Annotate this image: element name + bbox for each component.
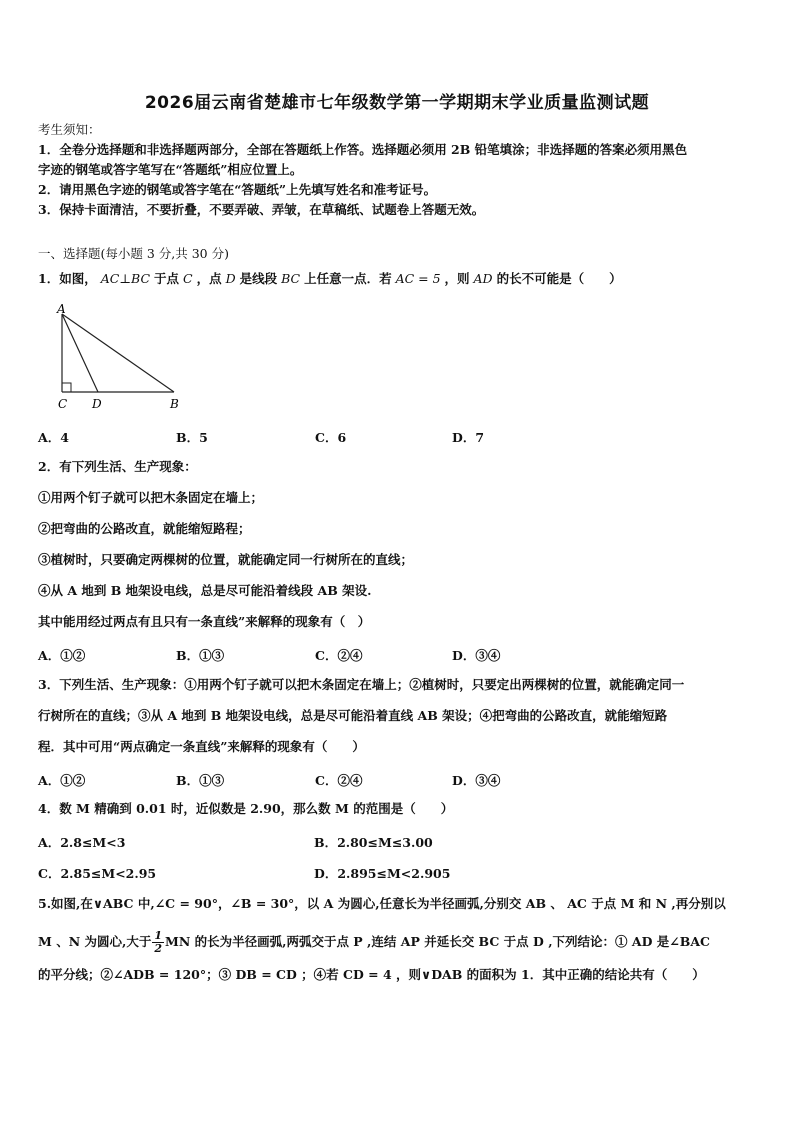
q1-text: 1．如图， [38, 271, 97, 286]
fraction-one-half [152, 930, 164, 955]
q1-math: D [225, 271, 236, 286]
option-a[interactable]: A．4 [38, 430, 69, 445]
q2-item: ②把弯曲的公路改直，就能缩短路程； [38, 521, 251, 536]
notice-item: 字迹的钢笔或答字笔写在“答题纸”相应位置上。 [38, 162, 303, 177]
notice-item: 3．保持卡面清洁，不要折叠，不要弄破、弄皱，在草稿纸、试题卷上答题无效。 [38, 202, 485, 217]
option-d[interactable]: D．2.895≤M<2.905 [314, 866, 451, 881]
q1-math: AD [473, 271, 493, 286]
option-b[interactable]: B．①③ [176, 773, 225, 788]
option-c[interactable]: C．②④ [315, 648, 363, 663]
option-a[interactable]: A．2.8≤M<3 [38, 835, 126, 850]
q1-math: C [183, 271, 193, 286]
q1-math: BC [281, 271, 301, 286]
point-label-b: B [170, 397, 179, 411]
q1-text: ，则 [444, 271, 470, 286]
option-d[interactable]: D．③④ [452, 773, 501, 788]
question-1-stem [38, 271, 622, 287]
q1-text: 是线段 [239, 271, 278, 286]
page-title: 2026届云南省楚雄市七年级数学第一学期期末学业质量监测试题 [144, 93, 650, 113]
q5-text: M 、N 为圆心,大于 [38, 934, 152, 949]
q5-text: MN 的长为半径画弧,两弧交于点 P ,连结 AP 并延长交 BC 于点 D ,下列结论：① AD 是∠BAC [164, 934, 710, 949]
q1-text: 上任意一点．若 [304, 271, 392, 286]
notice-item: 2．请用黑色字迹的钢笔或答字笔在“答题纸”上先填写姓名和准考证号。 [38, 182, 437, 197]
q1-text: ，点 [196, 271, 222, 286]
notice-item: 1．全卷分选择题和非选择题两部分，全部在答题纸上作答。选择题必须用 2B 铅笔填涂；非选择题的答案必须用黑色 [38, 142, 688, 157]
option-b[interactable]: B．①③ [176, 648, 225, 663]
question-3-stem: 3．下列生活、生产现象：①用两个钉子就可以把木条固定在墙上；②植树时，只要定出两棵树的位置，就能确定同一 [38, 677, 685, 692]
section-heading: 一、选择题(每小题 3 分,共 30 分) [38, 246, 229, 261]
q2-item: ①用两个钉子就可以把木条固定在墙上； [38, 490, 264, 505]
point-label-a: A [57, 302, 66, 316]
fraction-denominator: 2 [154, 942, 162, 955]
notice-heading: 考生须知： [38, 122, 101, 137]
point-label-c: C [58, 397, 68, 411]
segment-ab [62, 314, 174, 392]
option-c[interactable]: C．2.85≤M<2.95 [38, 866, 157, 881]
q1-math: AC⊥BC [100, 271, 151, 286]
option-c[interactable]: C．②④ [315, 773, 363, 788]
triangle-figure [46, 302, 196, 414]
question-5-stem [38, 928, 710, 956]
option-d[interactable]: D．③④ [452, 648, 501, 663]
q1-text: 的长不可能是（ ） [496, 271, 622, 286]
option-b[interactable]: B．5 [176, 430, 208, 445]
question-5-stem: 的平分线；②∠ADB = 120°；③ DB = CD ；④若 CD = 4 ，则∨DAB 的面积为 1．其中正确的结论共有（ ） [38, 967, 705, 982]
option-d[interactable]: D．7 [452, 430, 485, 445]
q2-item: ④从 A 地到 B 地架设电线，总是尽可能沿着线段 AB 架设. [38, 583, 372, 598]
question-5-stem: 5.如图,在∨ABC 中,∠C = 90°，∠B = 30°，以 A 为圆心,任意长为半径画弧,分别交 AB 、 AC 于点 M 和 N ,再分别以 [38, 896, 726, 911]
q1-text: 于点 [154, 271, 180, 286]
q2-question: 其中能用经过两点有且只有一条直线”来解释的现象有（ ） [38, 614, 371, 629]
option-a[interactable]: A．①② [38, 773, 86, 788]
fraction-numerator: 1 [154, 929, 162, 942]
question-3-stem: 程．其中可用“两点确定一条直线”来解释的现象有（ ） [38, 739, 365, 754]
option-a[interactable]: A．①② [38, 648, 86, 663]
right-angle-mark [62, 383, 71, 392]
q2-item: ③植树时，只要确定两棵树的位置，就能确定同一行树所在的直线； [38, 552, 414, 567]
point-label-d: D [92, 397, 102, 411]
option-c[interactable]: C．6 [315, 430, 347, 445]
option-b[interactable]: B．2.80≤M≤3.00 [314, 835, 433, 850]
q1-math: AC = 5 [395, 271, 441, 286]
question-2-stem: 2．有下列生活、生产现象： [38, 459, 197, 474]
question-4-stem: 4．数 M 精确到 0.01 时，近似数是 2.90，那么数 M 的范围是（ ） [38, 801, 454, 816]
segment-ad [62, 314, 98, 392]
question-3-stem: 行树所在的直线；③从 A 地到 B 地架设电线，总是尽可能沿着直线 AB 架设；④把弯曲的公路改直，就能缩短路 [38, 708, 668, 723]
